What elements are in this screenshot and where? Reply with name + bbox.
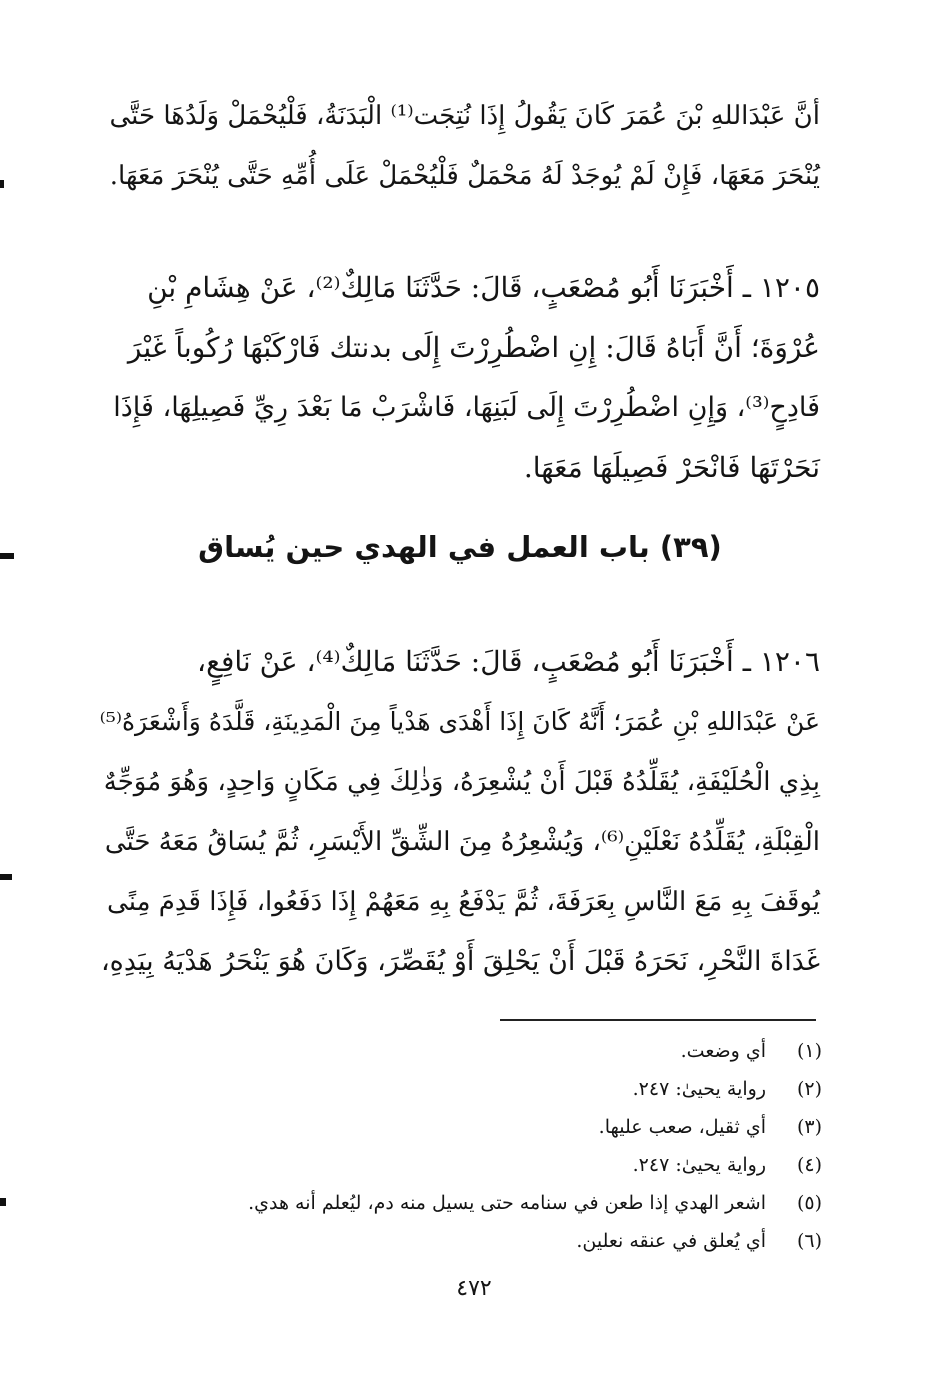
footnote-number: (٦)	[796, 1230, 822, 1252]
text-line: الْقِبْلَةِ، يُقَلِّدُهُ نَعْلَيْنِ⁽⁶⁾، وَيُشْعِرُهُ مِنَ الشِّقِّ الأَيْسَرِ، ثُمَّ يُسَاقُ مَعَهُ حَتَّى	[104, 827, 820, 857]
footnote-divider	[500, 1019, 816, 1021]
scan-edge-mark	[0, 1198, 6, 1206]
paragraph-continuation	[100, 86, 820, 206]
footnote-text: رواية يحيىٰ: ٢٤٧.	[632, 1078, 766, 1100]
footnote-text: أي وضعت.	[680, 1040, 766, 1062]
scan-edge-mark	[0, 553, 14, 559]
footnote-number: (٤)	[796, 1154, 822, 1176]
footnote-item	[200, 1078, 822, 1116]
text-line: عَنْ عَبْدَاللهِ بْنِ عُمَرَ؛ أَنَّهُ كَانَ إِذَا أَهْدَى هَدْياً مِنَ الْمَدِينَةِ، قَلَّدَهُ وَأَشْعَرَهُ⁽⁵⁾	[99, 707, 820, 736]
text-line: عُرْوَةَ؛ أَنَّ أَبَاهُ قَالَ: إِنِ اضْطُرِرْتَ إِلَى بدنتك فَارْكَبْهَا رُكُوباً غَيْرَ	[127, 331, 820, 364]
text-line: يُنْحَرَ مَعَهَا، فَإِنْ لَمْ يُوجَدْ لَهُ مَحْمَلٌ فَلْيُحْمَلْ عَلَى أُمِّهِ حَتَّى يُنْحَرَ مَعَهَا.	[109, 161, 820, 191]
footnote-item	[200, 1230, 822, 1268]
text-line: ١٢٠٦ ـ أَخْبَرَنَا أَبُو مُصْعَبٍ، قَالَ: حَدَّثَنَا مَالِكٌ⁽⁴⁾، عَنْ نَافِعٍ،	[197, 645, 820, 678]
footnote-text: اشعر الهدي إذا طعن في سنامه حتى يسيل منه دم، ليُعلم أنه هدي.	[248, 1192, 766, 1214]
text-line: أنَّ عَبْدَاللهِ بْنَ عُمَرَ كَانَ يَقُولُ إِذَا نُتِجَت⁽¹⁾ الْبَدَنَةُ، فَلْيُحْمَلْ وَلَدُهَا حَتَّى	[109, 101, 820, 131]
footnote-item	[200, 1040, 822, 1078]
text-line: غَدَاةَ النَّحْرِ، نَحَرَهُ قَبْلَ أَنْ يَحْلِقَ أَوْ يُقَصِّرَ، وَكَانَ هُوَ يَنْحَرُ هَدْيَهُ بِيَدِهِ،	[100, 946, 820, 977]
hadith-1205	[100, 258, 820, 498]
footnote-text: أي يُعلق في عنقه نعلين.	[576, 1230, 766, 1252]
footnote-item	[200, 1116, 822, 1154]
page-number: ٤٧٢	[456, 1276, 492, 1301]
text-line: فَادِحٍ⁽³⁾، وَإِنِ اضْطُرِرْتَ إِلَى لَبَنِهَا، فَاشْرَبْ مَا بَعْدَ رِيِّ فَصِيلِهَا، فَإِذَا	[113, 392, 820, 423]
scan-edge-mark	[0, 874, 12, 880]
footnote-number: (٣)	[796, 1116, 822, 1138]
text-line: بِذِي الْحُلَيْفَةِ، يُقَلِّدُهُ قَبْلَ أَنْ يُشْعِرَهُ، وَذٰلِكَ فِي مَكَانٍ وَاحِدٍ، وَهُوَ مُوَجِّهٌ	[103, 767, 820, 797]
footnote-item	[200, 1154, 822, 1192]
footnote-number: (٢)	[796, 1078, 822, 1100]
footnote-number: (١)	[796, 1040, 822, 1062]
text-line: نَحَرْتَهَا فَانْحَرْ فَصِيلَهَا مَعَهَا.	[523, 451, 820, 484]
footnote-number: (٥)	[796, 1192, 822, 1214]
scan-edge-mark	[0, 180, 4, 188]
footnote-text: أي ثقيل، صعب عليها.	[598, 1116, 766, 1138]
footnote-text: رواية يحيىٰ: ٢٤٧.	[632, 1154, 766, 1176]
chapter-heading: (٣٩) باب العمل في الهدي حين يُساق	[198, 530, 722, 564]
text-line: ١٢٠٥ ـ أَخْبَرَنَا أَبُو مُصْعَبٍ، قَالَ: حَدَّثَنَا مَالِكٌ⁽²⁾، عَنْ هِشَامِ بْنِ	[147, 271, 820, 304]
footnote-item	[200, 1192, 822, 1230]
text-line: يُوقَفَ بِهِ مَعَ النَّاسِ بِعَرَفَةَ، ثُمَّ يَدْفَعُ بِهِ مَعَهُمْ إِذَا دَفَعُوا، فَإِذَا قَدِمَ مِنًى	[107, 887, 820, 917]
hadith-1206	[100, 632, 820, 992]
footnotes	[200, 1040, 822, 1268]
